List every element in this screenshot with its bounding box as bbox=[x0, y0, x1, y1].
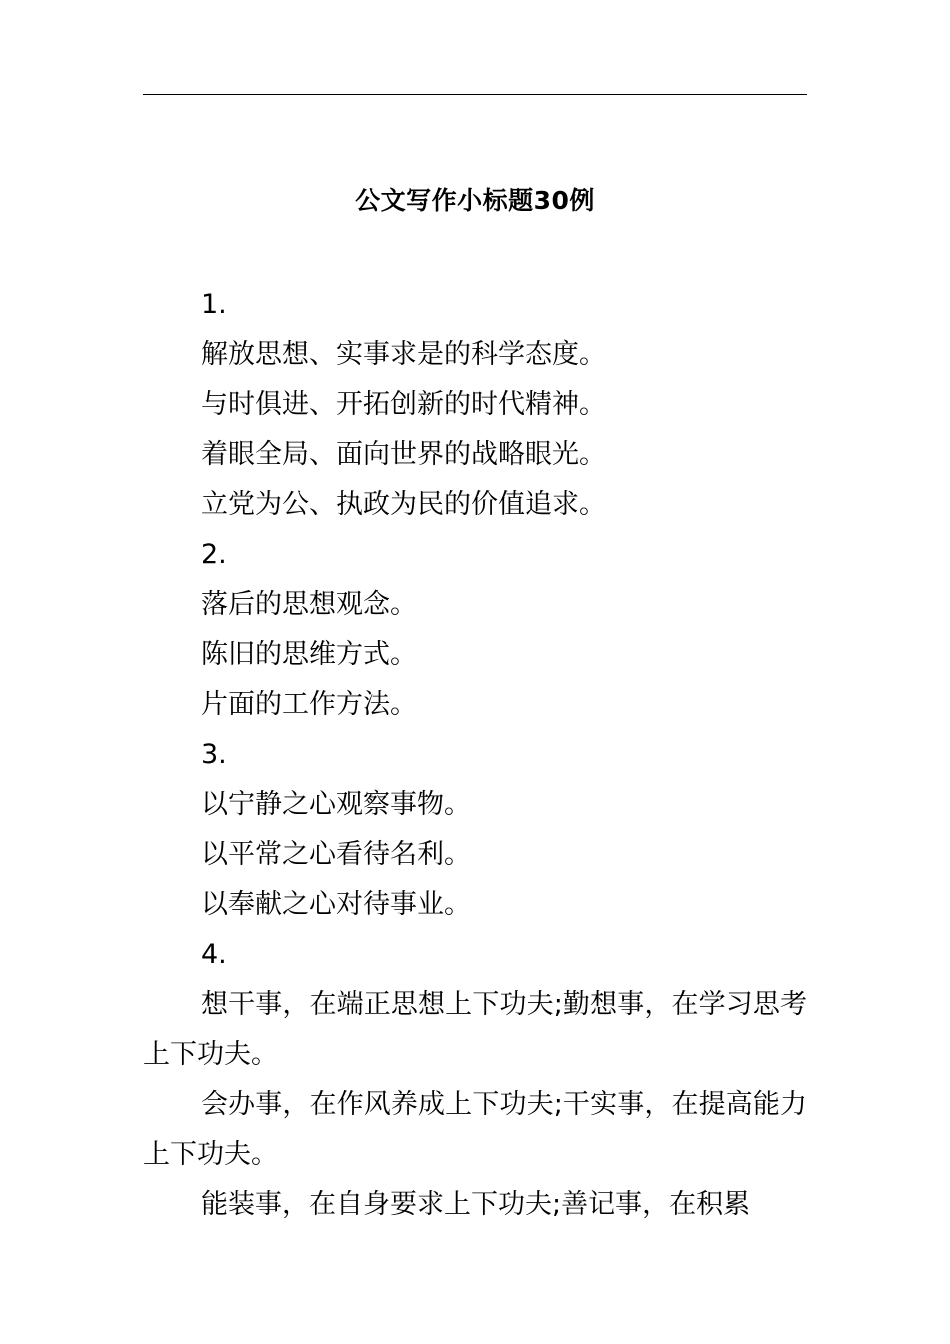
paragraph-13: 以奉献之心对待事业。 bbox=[201, 889, 471, 920]
paragraph-6: 2. bbox=[201, 539, 227, 570]
paragraph-12: 以平常之心看待名利。 bbox=[201, 839, 471, 870]
document-body bbox=[143, 280, 807, 1230]
paragraph-1: 1. bbox=[201, 289, 227, 320]
paragraph-3: 与时俱进、开拓创新的时代精神。 bbox=[201, 389, 606, 420]
paragraph-11: 以宁静之心观察事物。 bbox=[201, 789, 471, 820]
paragraph-7: 落后的思想观念。 bbox=[201, 589, 417, 620]
header-rule bbox=[143, 94, 807, 95]
paragraph-8: 陈旧的思维方式。 bbox=[201, 639, 417, 670]
paragraph-14: 4. bbox=[201, 939, 227, 970]
paragraph-17: 能装事，在自身要求上下功夫;善记事，在积累 bbox=[201, 1189, 751, 1220]
paragraph-4: 着眼全局、面向世界的战略眼光。 bbox=[201, 439, 606, 470]
paragraph-9: 片面的工作方法。 bbox=[201, 689, 417, 720]
paragraph-2: 解放思想、实事求是的科学态度。 bbox=[201, 339, 606, 370]
paragraph-15: 想干事，在端正思想上下功夫;勤想事，在学习思考上下功夫。 bbox=[143, 989, 807, 1070]
paragraph-5: 立党为公、执政为民的价值追求。 bbox=[201, 489, 606, 520]
paragraph-16: 会办事，在作风养成上下功夫;干实事，在提高能力上下功夫。 bbox=[143, 1089, 807, 1170]
document-title: 公文写作小标题30例 bbox=[355, 186, 595, 215]
paragraph-10: 3. bbox=[201, 739, 227, 770]
